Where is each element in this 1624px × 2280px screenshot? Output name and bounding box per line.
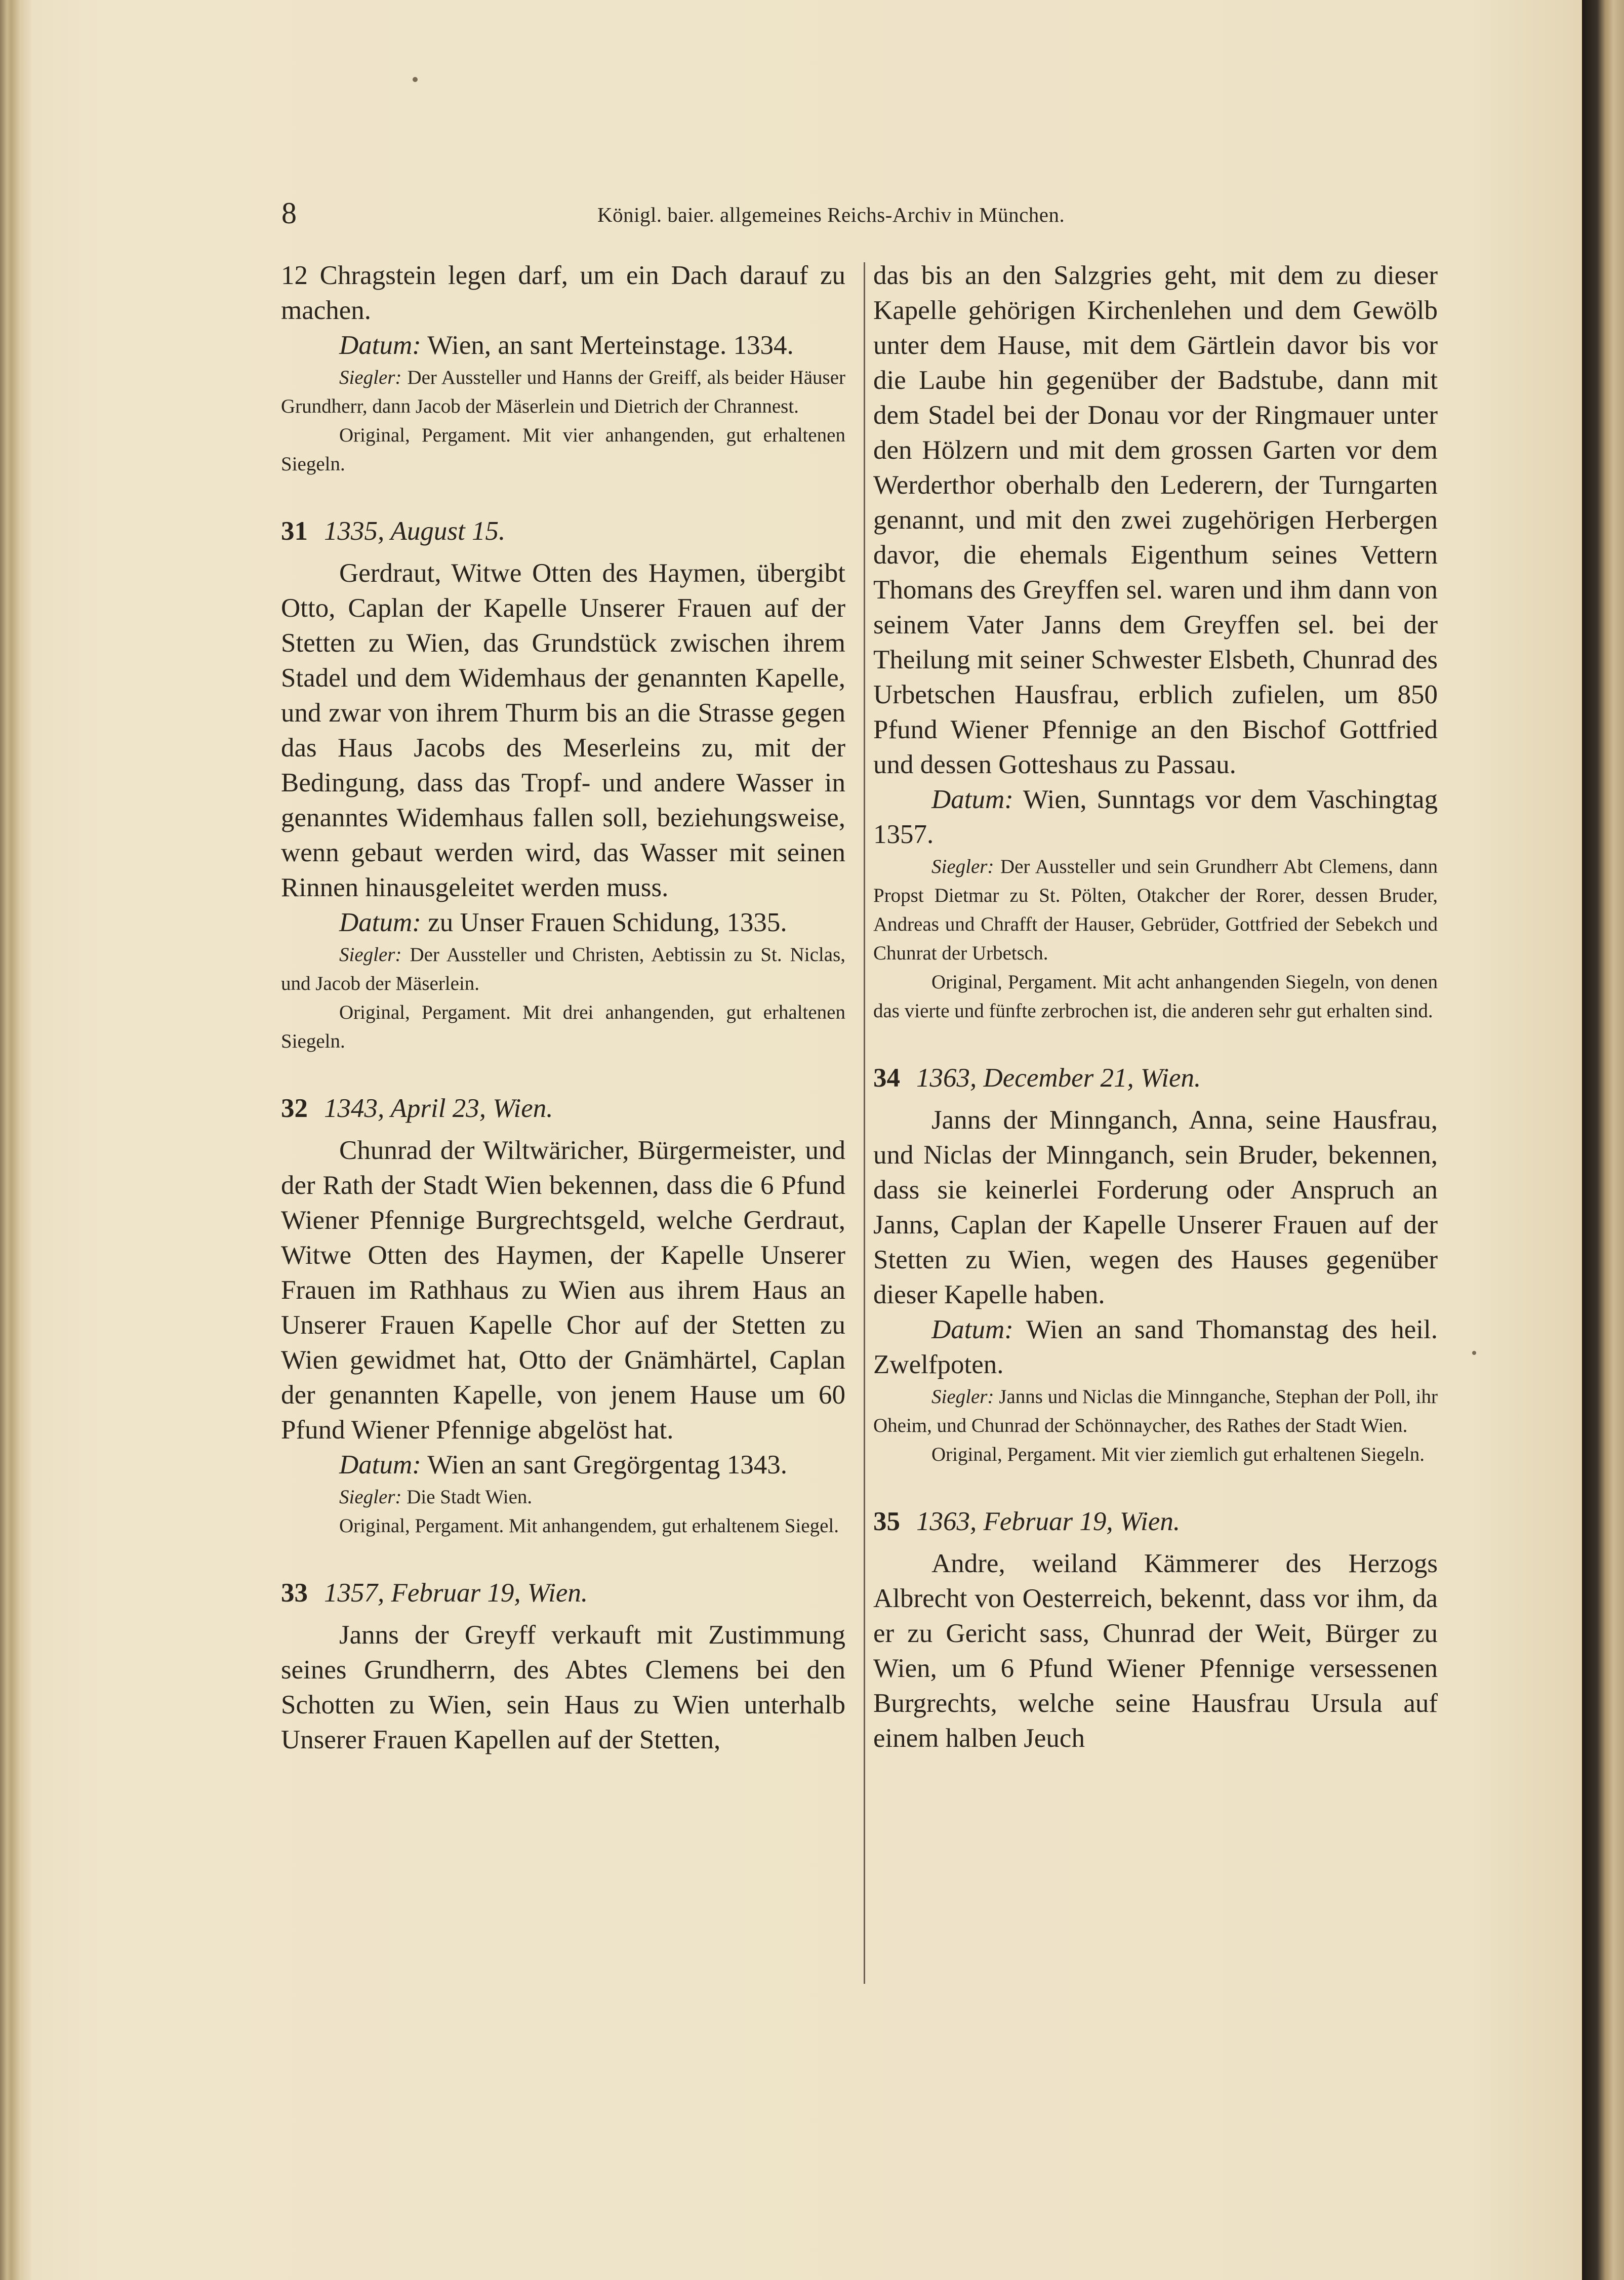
datum-text: Wien, an sant Merteinstage. 1334. bbox=[427, 331, 794, 360]
siegler-line bbox=[873, 1382, 1438, 1440]
entry-34 bbox=[873, 1061, 1438, 1469]
entry-text: 12 Chragstein legen darf, um ein Dach darauf zu machen. bbox=[281, 261, 845, 325]
entry-31 bbox=[281, 514, 845, 1056]
original-note: Original, Pergament. Mit drei anhangenden, gut erhaltenen Siegeln. bbox=[281, 1002, 845, 1052]
entry-date: 1363, Februar 19, Wien. bbox=[916, 1507, 1181, 1536]
entry-date: 1357, Februar 19, Wien. bbox=[324, 1578, 588, 1608]
entry-date: 1335, August 15. bbox=[324, 516, 506, 546]
datum-text: Wien, Sunntags vor dem Vaschingtag 1357. bbox=[873, 785, 1438, 849]
datum-line bbox=[873, 1312, 1438, 1382]
original-note: Original, Pergament. Mit vier anhangenden, gut erhaltenen Siegeln. bbox=[281, 424, 845, 475]
column-divider bbox=[864, 262, 865, 1984]
datum-label: Datum: bbox=[339, 331, 421, 360]
entry-text: Janns der Greyff verkauft mit Zustimmung seines Grundherrn, des Abtes Clemens bei den Schotten zu Wien, sein Haus zu Wien unterhalb Unserer Frauen Kapellen auf der Stetten, bbox=[281, 1620, 845, 1754]
entry-heading bbox=[281, 1576, 845, 1611]
datum-label: Datum: bbox=[339, 1450, 421, 1479]
entry-text: Janns der Minnganch, Anna, seine Hausfrau, und Niclas der Minnganch, sein Bruder, bekennen, dass sie keinerlei Forderung oder Anspruch an Janns, Caplan der Kapelle Unserer Frauen auf der Stetten zu Wien, wegen des Hauses gegenüber dieser Kapelle haben. bbox=[873, 1105, 1438, 1309]
datum-line bbox=[281, 905, 845, 940]
entry-number: 32 bbox=[281, 1094, 308, 1123]
entry-number: 34 bbox=[873, 1063, 900, 1093]
entry-32 bbox=[281, 1091, 845, 1540]
entry-date: 1343, April 23, Wien. bbox=[324, 1094, 553, 1123]
original-note: Original, Pergament. Mit anhangendem, gut erhaltenem Siegel. bbox=[339, 1515, 839, 1537]
siegler-line bbox=[873, 852, 1438, 968]
original-note: Original, Pergament. Mit vier ziemlich gut erhaltenen Siegeln. bbox=[931, 1444, 1425, 1465]
book-cover-edge bbox=[1582, 0, 1624, 2280]
entry-heading bbox=[873, 1504, 1438, 1539]
entry-text: Chunrad der Wiltwäricher, Bürgermeister, und der Rath der Stadt Wien bekennen, dass die 6 Pfund Wiener Pfennige Burgrechtsgeld, welche Gerdraut, Witwe Otten des Haymen, der Kapelle Unserer Frauen im Rathhaus zu Wien aus ihrem Haus an Unserer Frauen Kapelle Chor auf der Stetten zu Wien gewidmet hat, Otto der Gnämhärtel, Caplan der genannten Kapelle, von jenem Hause um 60 Pfund Wiener Pfennige abgelöst hat. bbox=[281, 1136, 845, 1445]
siegler-text: Der Aussteller und Christen, Aebtissin zu St. Niclas, und Jacob der Mäserlein. bbox=[281, 944, 846, 994]
paper-speck bbox=[1472, 1351, 1476, 1355]
datum-text: Wien an sant Gregörgentag 1343. bbox=[427, 1450, 787, 1479]
entry-text: Andre, weiland Kämmerer des Herzogs Albrecht von Oesterreich, bekennt, dass vor ihm, da er zu Gericht sass, Chunrad der Weit, Bürger zu Wien, um 6 Pfund Wiener Pfennige versessenen Burgrechts, welche seine Hausfrau Ursula auf einem halben Jeuch bbox=[873, 1549, 1438, 1753]
entry-30-continuation bbox=[281, 258, 845, 478]
siegler-text: Der Aussteller und sein Grundherr Abt Clemens, dann Propst Dietmar zu St. Pölten, Otakcher der Rorer, dessen Bruder, Andreas und Chrafft der Hauser, Gebrüder, Gottfried der Sebekch und Chunrat der Urbetsch. bbox=[873, 856, 1438, 964]
entry-text: Gerdraut, Witwe Otten des Haymen, übergibt Otto, Caplan der Kapelle Unserer Frauen auf der Stetten zu Wien, das Grundstück zwischen ihrem Stadel und dem Widemhaus der genannten Kapelle, und zwar von ihrem Thurm bis an die Strasse gegen das Haus Jacobs des Meserleins zu, mit der Bedingung, dass das Tropf- und andere Wasser in genanntes Widemhaus fallen soll, beziehungsweise, wenn gebaut werden wird, das Wasser mit seinen Rinnen hinausgeleitet werden muss. bbox=[281, 558, 845, 902]
entry-33-continuation bbox=[873, 258, 1438, 1025]
datum-label: Datum: bbox=[339, 908, 421, 937]
entry-number: 33 bbox=[281, 1578, 308, 1608]
datum-line bbox=[281, 328, 845, 363]
siegler-label: Siegler: bbox=[339, 944, 402, 966]
siegler-line bbox=[281, 363, 845, 421]
siegler-label: Siegler: bbox=[931, 856, 994, 877]
entry-heading bbox=[873, 1061, 1438, 1096]
entry-heading bbox=[281, 514, 845, 549]
right-column bbox=[873, 258, 1438, 1756]
entry-33 bbox=[281, 1576, 845, 1757]
datum-text: zu Unser Frauen Schidung, 1335. bbox=[428, 908, 787, 937]
page-number: 8 bbox=[281, 196, 297, 230]
left-column bbox=[281, 258, 845, 1757]
siegler-label: Siegler: bbox=[339, 1486, 402, 1508]
siegler-line bbox=[281, 940, 845, 998]
siegler-text: Janns und Niclas die Minnganche, Stephan der Poll, ihr Oheim, und Chunrad der Schönnaycher, des Rathes der Stadt Wien. bbox=[873, 1386, 1438, 1436]
entry-35 bbox=[873, 1504, 1438, 1756]
siegler-line bbox=[281, 1483, 845, 1511]
original-note: Original, Pergament. Mit acht anhangenden Siegeln, von denen das vierte und fünfte zerbrochen ist, die anderen sehr gut erhalten sind. bbox=[873, 971, 1438, 1022]
datum-label: Datum: bbox=[931, 1315, 1013, 1344]
page-gutter-edge bbox=[0, 0, 31, 2280]
entry-date: 1363, December 21, Wien. bbox=[916, 1063, 1201, 1093]
siegler-text: Die Stadt Wien. bbox=[407, 1486, 533, 1508]
running-head: Königl. baier. allgemeines Reichs-Archiv in München. bbox=[597, 203, 1065, 226]
entry-text: das bis an den Salzgries geht, mit dem zu dieser Kapelle gehörigen Kirchenlehen und dem Gewölb unter dem Hause, mit dem Gärtlein davor bis vor die Laube hin gegenüber der Badstube, dann mit dem Stadel bei der Donau vor der Ringmauer unter den Hölzern und mit dem grossen Garten vor dem Werderthor oberhalb den Lederern, der Turngarten genannt, und mit den zwei zugehörigen Herbergen davor, die ehemals Eigenthum seines Vettern Thomans des Greyffen sel. waren und ihm dann von seinem Vater Janns dem Greyffen sel. bei der Theilung mit seiner Schwester Elsbeth, Chunrad des Urbetschen Hausfrau, erblich zufielen, um 850 Pfund Wiener Pfennige an den Bischof Gottfried und dessen Gotteshaus zu Passau. bbox=[873, 261, 1438, 779]
entry-number: 31 bbox=[281, 516, 308, 546]
paper-speck bbox=[413, 77, 418, 82]
datum-line bbox=[281, 1448, 845, 1483]
entry-number: 35 bbox=[873, 1507, 900, 1536]
siegler-label: Siegler: bbox=[931, 1386, 994, 1408]
siegler-label: Siegler: bbox=[339, 367, 402, 388]
entry-heading bbox=[281, 1091, 845, 1126]
datum-label: Datum: bbox=[931, 785, 1013, 814]
siegler-text: Der Aussteller und Hanns der Greiff, als beider Häuser Grundherr, dann Jacob der Mäserlein und Dietrich der Chrannest. bbox=[281, 367, 846, 417]
datum-text: Wien an sand Thomanstag des heil. Zwelfpoten. bbox=[873, 1315, 1438, 1379]
datum-line bbox=[873, 782, 1438, 852]
